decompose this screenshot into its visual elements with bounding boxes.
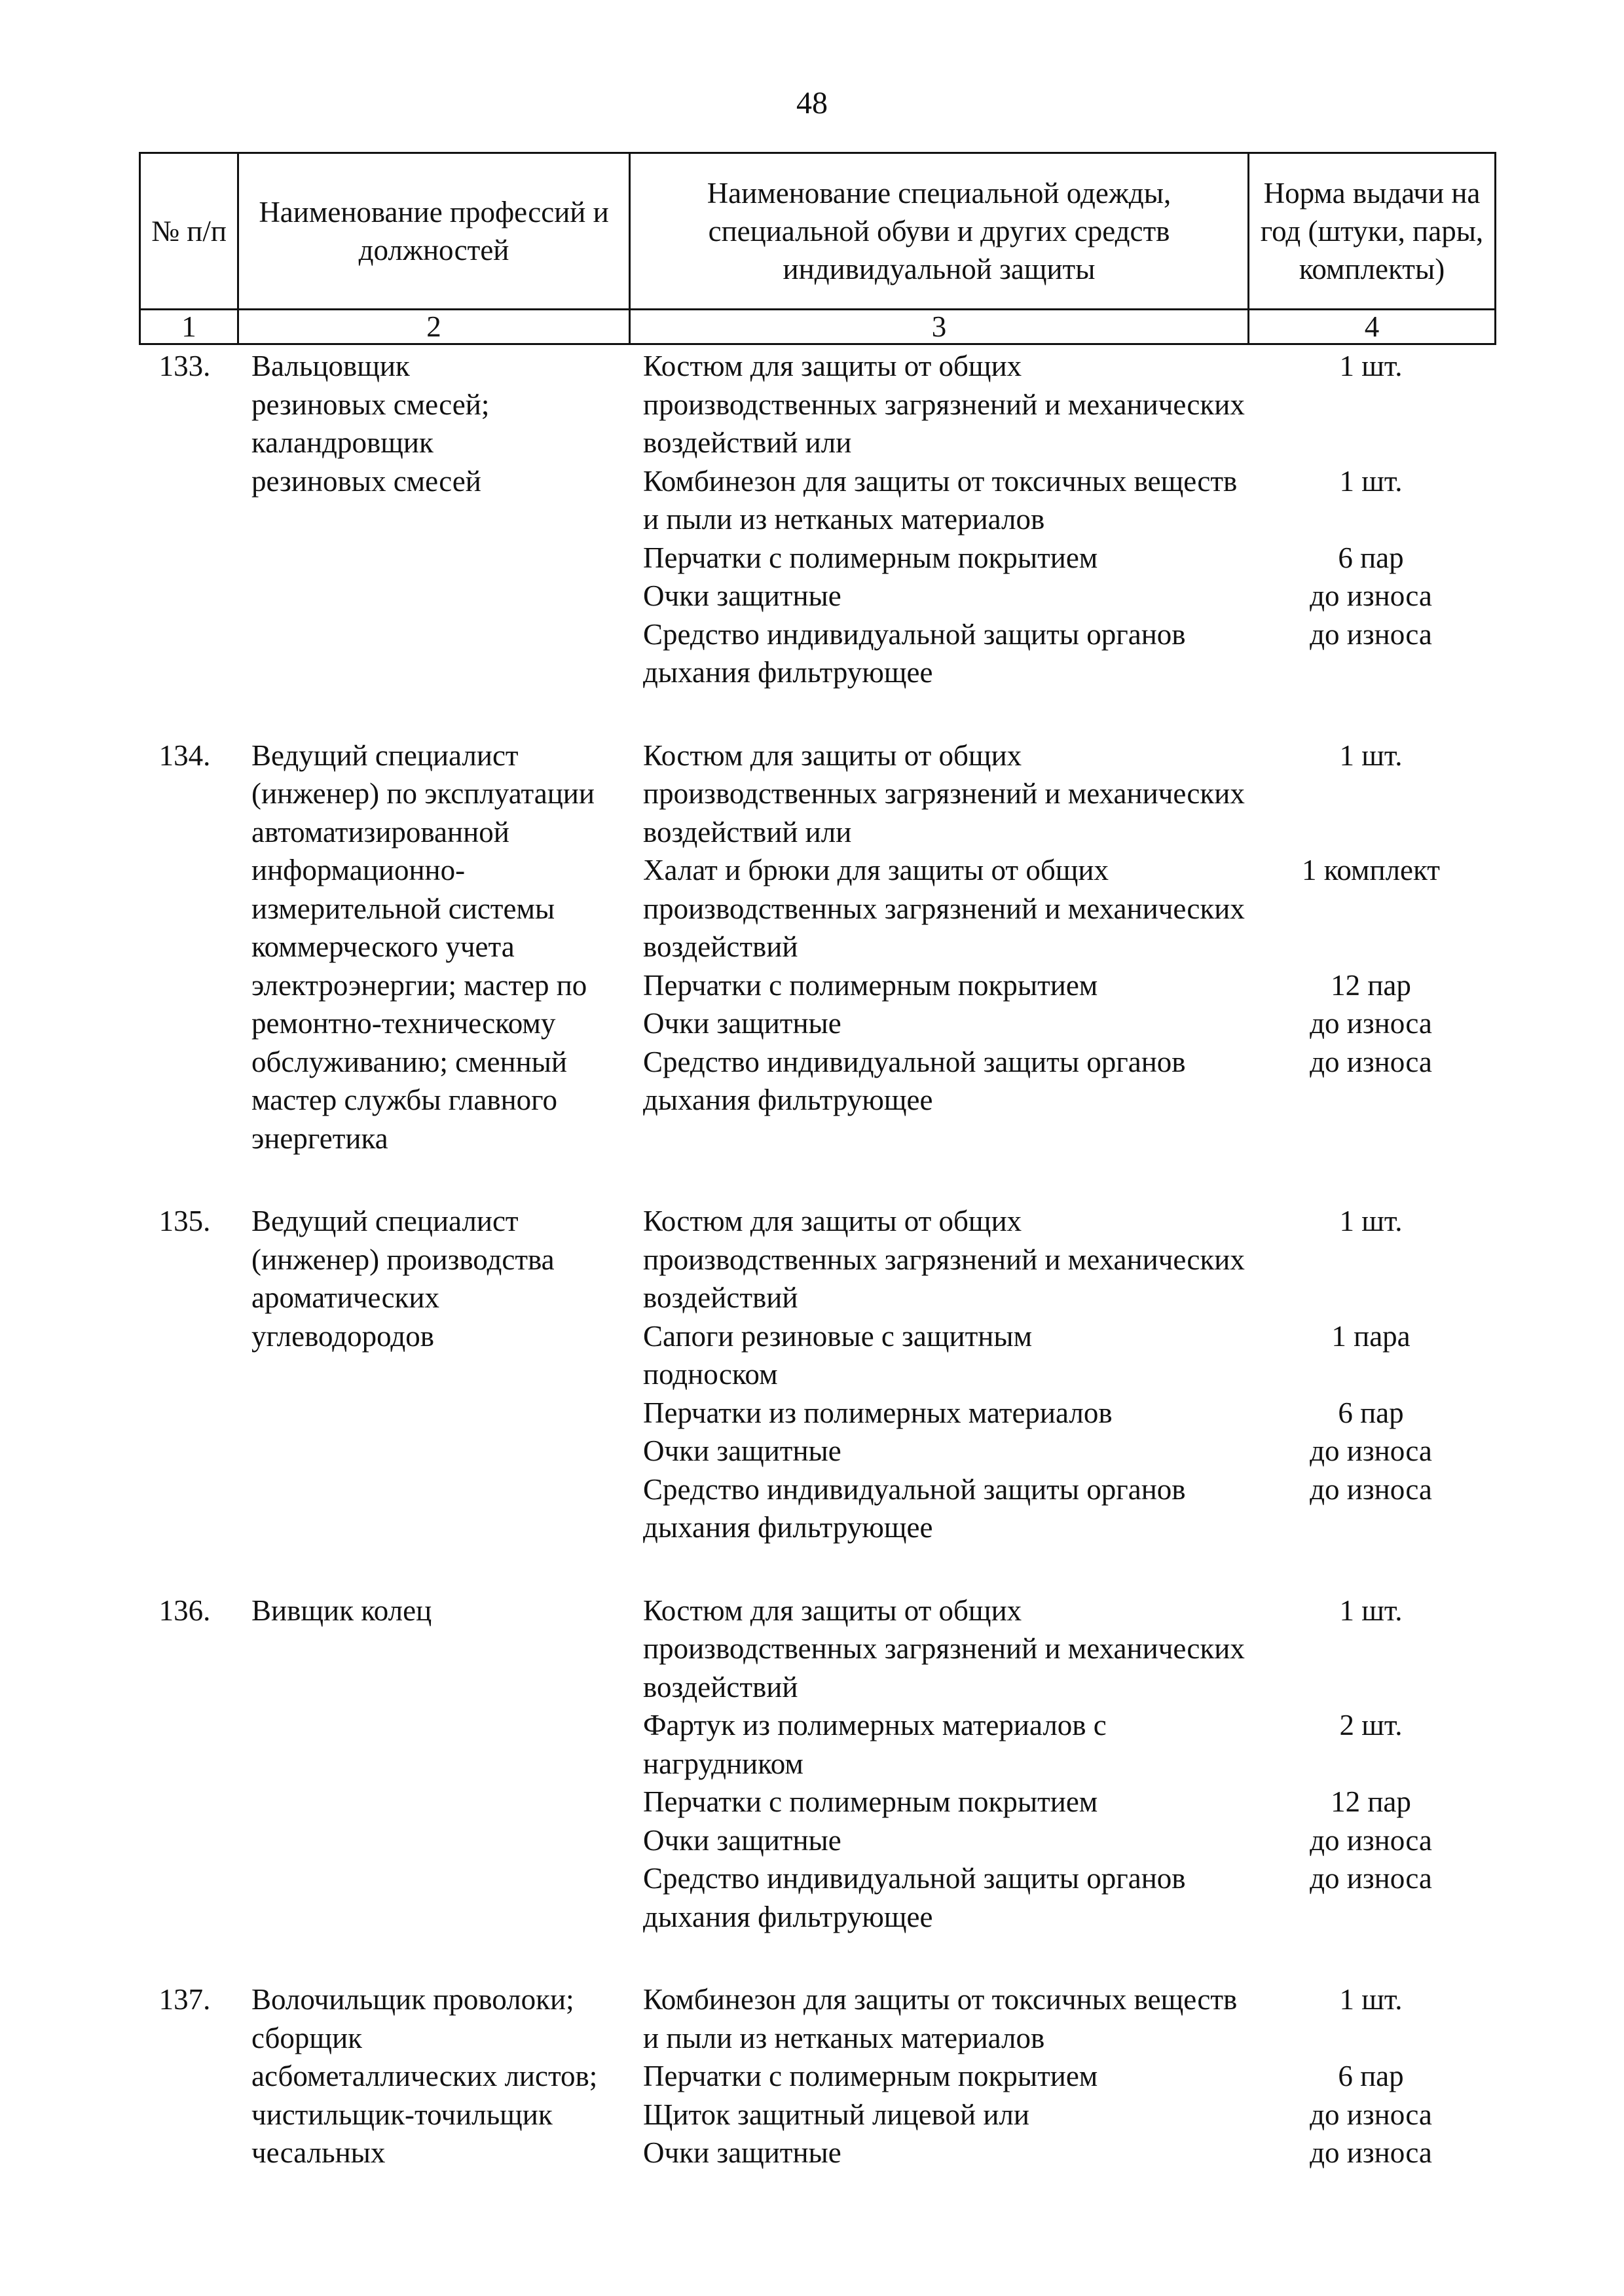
equipment-norm: до износа <box>1310 2098 1432 2131</box>
equipment-norm: 1 пара <box>1331 1319 1411 1353</box>
list-item <box>629 462 1494 539</box>
equipment-list <box>629 1202 1494 1547</box>
list-item <box>629 539 1494 577</box>
list-item <box>629 2134 1494 2172</box>
equipment-name: Перчатки с полимерным покрытием <box>643 968 1098 1002</box>
list-item <box>629 1202 1494 1317</box>
row-number: 135. <box>158 1205 211 1237</box>
profession-name: Вальцовщик резиновых смесей; каландровщик резиновых смесей <box>251 350 490 498</box>
table-row <box>139 1592 1494 1937</box>
equipment-norm: 1 шт. <box>1339 350 1403 382</box>
list-item <box>629 1821 1494 1860</box>
equipment-name: Очки защитные <box>643 579 841 612</box>
row-number: 137. <box>158 1983 211 2016</box>
equipment-name: Перчатки из полимерных материалов <box>643 1396 1113 1429</box>
equipment-name: Костюм для защиты от общих производственных загрязнений и механических воздействий или <box>643 738 1245 848</box>
equipment-norm: до износа <box>1310 1472 1432 1506</box>
equipment-name: Сапоги резиновые с защитным подноском <box>643 1319 1033 1391</box>
profession-name: Вивщик колец <box>251 1594 432 1627</box>
list-item <box>629 1592 1494 1707</box>
row-number: 134. <box>158 738 211 772</box>
list-item <box>629 2096 1494 2134</box>
equipment-name: Очки защитные <box>643 1434 841 1467</box>
equipment-name: Комбинезон для защиты от токсичных веществ и пыли из нетканых материалов <box>643 1983 1238 2054</box>
equipment-name: Щиток защитный лицевой или <box>643 2098 1029 2131</box>
list-item <box>629 1394 1494 1432</box>
equipment-name: Перчатки с полимерным покрытием <box>643 2060 1098 2092</box>
equipment-norm: до износа <box>1310 1823 1432 1857</box>
equipment-list <box>629 347 1494 692</box>
list-item <box>629 1980 1494 2057</box>
equipment-list <box>629 737 1494 1158</box>
equipment-norm: 1 шт. <box>1339 1983 1403 2016</box>
header-index-4: 4 <box>1249 310 1496 344</box>
equipment-norm: до износа <box>1310 1045 1432 1078</box>
header-index-2: 2 <box>238 310 630 344</box>
equipment-name: Очки защитные <box>643 1823 841 1857</box>
equipment-name: Халат и брюки для защиты от общих производственных загрязнений и механических воздействий <box>643 854 1245 963</box>
list-item <box>629 1859 1494 1936</box>
list-item <box>629 1783 1494 1821</box>
equipment-name: Средство индивидуальной защиты органов дыхания фильтрующее <box>643 1472 1186 1544</box>
equipment-name: Средство индивидуальной защиты органов дыхания фильтрующее <box>643 617 1186 689</box>
list-item <box>629 737 1494 852</box>
header-index-1: 1 <box>140 310 238 344</box>
equipment-name: Костюм для защиты от общих производственных загрязнений и механических воздействий <box>643 1594 1245 1704</box>
list-item <box>629 347 1494 462</box>
list-item <box>629 1432 1494 1470</box>
equipment-norm: до износа <box>1310 1007 1432 1040</box>
equipment-norm: 6 пар <box>1338 541 1404 574</box>
equipment-name: Очки защитные <box>643 2136 841 2169</box>
equipment-norm: 6 пар <box>1338 2060 1404 2092</box>
list-item <box>629 1004 1494 1043</box>
equipment-norm: 1 шт. <box>1339 1205 1403 1237</box>
equipment-name: Перчатки с полимерным покрытием <box>643 1785 1098 1818</box>
header-col-profession: Наименование профессий и должностей <box>238 153 630 310</box>
list-item <box>629 577 1494 615</box>
equipment-name: Средство индивидуальной защиты органов дыхания фильтрующее <box>643 1045 1186 1116</box>
table-row <box>139 1980 1494 2172</box>
list-item <box>629 1317 1494 1394</box>
equipment-norm: до износа <box>1310 617 1432 651</box>
row-number: 136. <box>158 1594 211 1627</box>
header-col-number: № п/п <box>140 153 238 310</box>
equipment-norm: 2 шт. <box>1339 1709 1403 1741</box>
table-row <box>139 737 1494 1158</box>
list-item <box>629 2057 1494 2096</box>
equipment-name: Средство индивидуальной защиты органов дыхания фильтрующее <box>643 1862 1186 1933</box>
equipment-list <box>629 1980 1494 2172</box>
equipment-norm: 12 пар <box>1331 1785 1411 1818</box>
equipment-norm: 6 пар <box>1338 1396 1404 1429</box>
equipment-norm: 1 комплект <box>1302 854 1440 886</box>
profession-name: Ведущий специалист (инженер) производства ароматических углеводородов <box>251 1205 555 1353</box>
profession-name: Ведущий специалист (инженер) по эксплуатации автоматизированной информационно-измерительной системы коммерческого учета электроэнергии; мастер по ремонтно-техническому обслуживанию; сменный мастер службы главного энергетика <box>251 738 595 1155</box>
header-col-norm: Норма выдачи на год (штуки, пары, комплекты) <box>1249 153 1496 310</box>
equipment-norm: до износа <box>1310 579 1432 612</box>
equipment-name: Перчатки с полимерным покрытием <box>643 541 1098 574</box>
list-item <box>629 1470 1494 1547</box>
list-item <box>629 615 1494 692</box>
equipment-norm: 12 пар <box>1331 968 1411 1002</box>
list-item <box>629 1706 1494 1783</box>
row-number: 133. <box>158 350 211 382</box>
header-index-3: 3 <box>630 310 1249 344</box>
header-col-equipment: Наименование специальной одежды, специальной обуви и других средств индивидуальной защиты <box>630 153 1249 310</box>
equipment-norm: до износа <box>1310 2136 1432 2169</box>
equipment-norm: до износа <box>1310 1434 1432 1467</box>
table-body <box>139 347 1494 2217</box>
equipment-name: Комбинезон для защиты от токсичных веществ и пыли из нетканых материалов <box>643 464 1238 536</box>
table-row <box>139 347 1494 692</box>
equipment-name: Фартук из полимерных материалов с нагрудником <box>643 1709 1107 1780</box>
page-number: 48 <box>796 86 828 120</box>
equipment-name: Очки защитные <box>643 1007 841 1040</box>
equipment-norm: 1 шт. <box>1339 464 1403 498</box>
list-item <box>629 1043 1494 1120</box>
table-row <box>139 1202 1494 1547</box>
equipment-norm: 1 шт. <box>1339 738 1403 772</box>
equipment-norm: до износа <box>1310 1862 1432 1895</box>
profession-name: Волочильщик проволоки; сборщик асбометаллических листов; чистильщик-точильщик чесальных <box>251 1983 598 2169</box>
equipment-name: Костюм для защиты от общих производственных загрязнений и механических воздействий или <box>643 350 1245 459</box>
equipment-norm: 1 шт. <box>1339 1594 1403 1627</box>
list-item <box>629 966 1494 1005</box>
equipment-list <box>629 1592 1494 1937</box>
table-header <box>139 152 1496 345</box>
equipment-name: Костюм для защиты от общих производственных загрязнений и механических воздействий <box>643 1205 1245 1314</box>
list-item <box>629 851 1494 966</box>
